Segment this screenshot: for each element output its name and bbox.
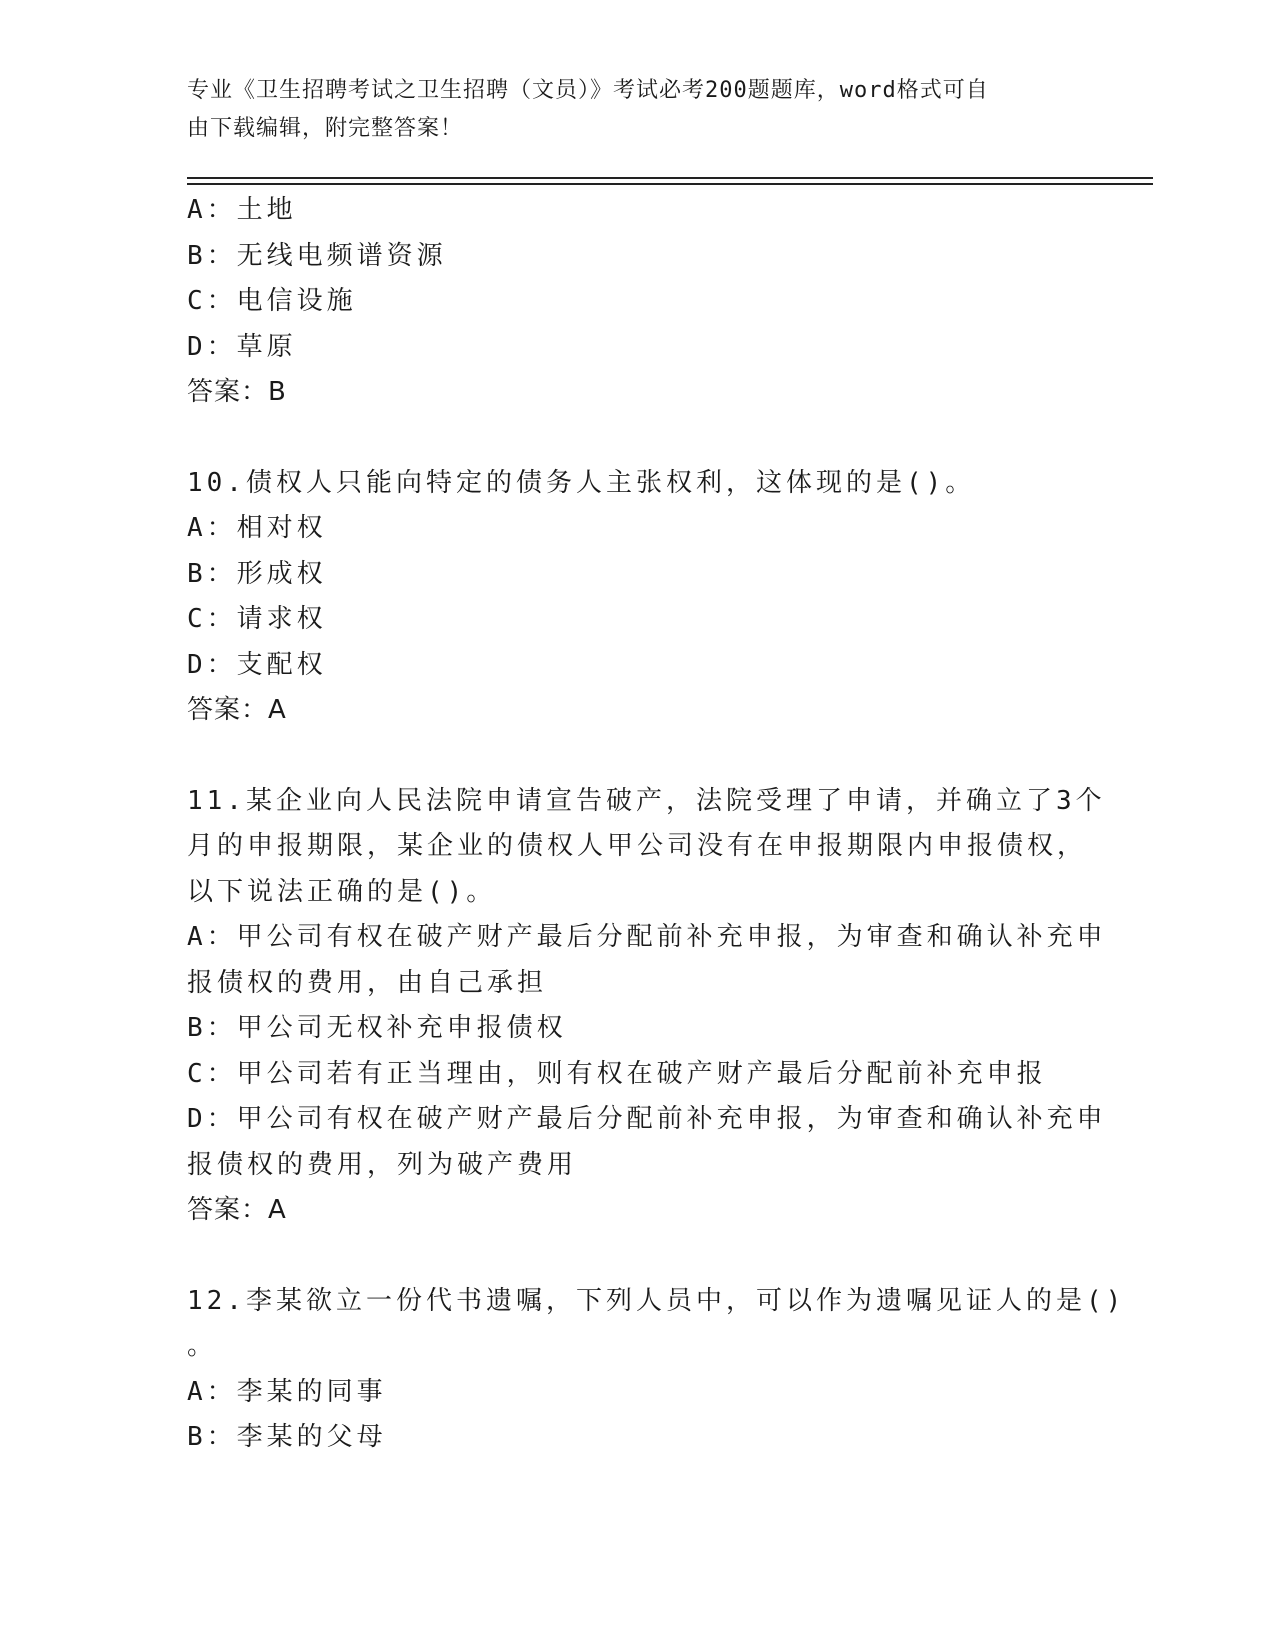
question-text-line-1: 11.某企业向人民法院申请宣告破产，法院受理了申请，并确立了3个 <box>187 785 1106 816</box>
question-12 <box>187 1279 1126 1461</box>
option-a: A：土地 <box>187 195 297 225</box>
question-text-line-2: 。 <box>187 1331 218 1361</box>
option-b: B：甲公司无权补充申报债权 <box>187 1013 567 1043</box>
answer: 答案：A <box>187 695 287 725</box>
option-a: A：李某的同事 <box>187 1376 387 1407</box>
option-a-line-1: A：甲公司有权在破产财产最后分配前补充申报，为审查和确认补充申 <box>187 922 1107 952</box>
question-text-line-2: 月的申报期限，某企业的债权人甲公司没有在申报期限内申报债权， <box>187 831 1088 861</box>
question-text: 10.债权人只能向特定的债务人主张权利，这体现的是()。 <box>187 467 976 498</box>
answer: 答案：A <box>187 1195 287 1225</box>
header-divider-bottom <box>187 183 1153 185</box>
option-b: B：形成权 <box>187 558 327 589</box>
spacer <box>187 1234 1077 1279</box>
option-c: C：甲公司若有正当理由，则有权在破产财产最后分配前补充申报 <box>187 1058 1047 1089</box>
document-header <box>187 72 1067 148</box>
question-10 <box>187 461 1077 734</box>
answer: 答案：B <box>187 377 287 407</box>
spacer <box>187 416 1077 461</box>
question-11 <box>187 779 1107 1234</box>
option-d-line-2: 报债权的费用，列为破产费用 <box>187 1149 578 1180</box>
header-line-2: 由下载编辑，附完整答案！ <box>187 116 464 141</box>
option-a-line-2: 报债权的费用，由自己承担 <box>187 967 548 998</box>
question-9 <box>187 188 1077 416</box>
option-d: D：支配权 <box>187 649 327 680</box>
header-divider-top <box>187 177 1153 179</box>
option-b: B：李某的父母 <box>187 1422 387 1452</box>
option-c: C：请求权 <box>187 604 327 634</box>
option-b: B：无线电频谱资源 <box>187 240 447 271</box>
option-d: D：草原 <box>187 331 297 362</box>
option-d-line-1: D：甲公司有权在破产财产最后分配前补充申报，为审查和确认补充申 <box>187 1104 1107 1134</box>
header-line-1: 专业《卫生招聘考试之卫生招聘（文员）》考试必考200题题库，word格式可自 <box>187 78 989 103</box>
option-c: C：电信设施 <box>187 286 357 316</box>
question-text-line-3: 以下说法正确的是()。 <box>187 876 497 907</box>
option-a: A：相对权 <box>187 513 327 543</box>
question-text-line-1: 12.李某欲立一份代书遗嘱，下列人员中，可以作为遗嘱见证人的是() <box>187 1285 1126 1316</box>
spacer <box>187 734 1077 779</box>
question-list <box>187 188 1126 1461</box>
